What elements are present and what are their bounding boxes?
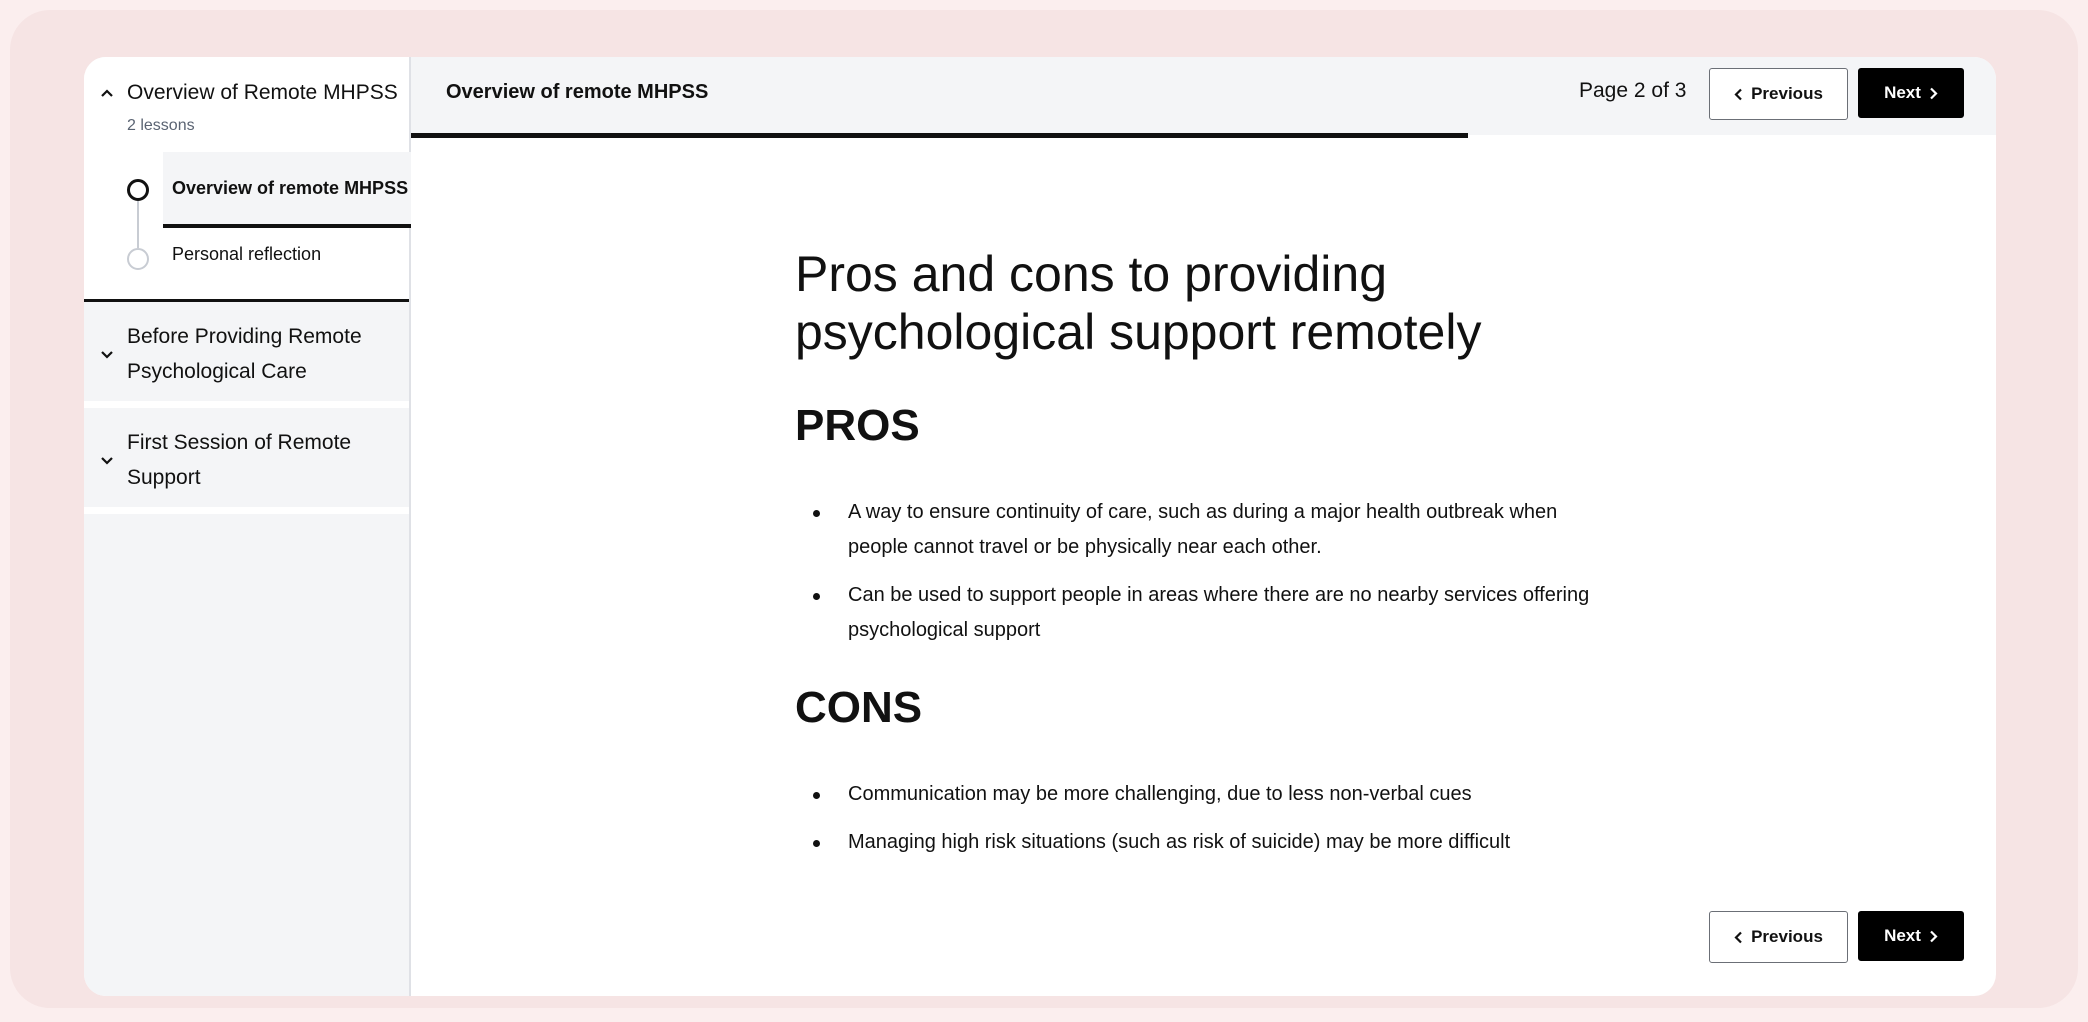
list-item: Can be used to support people in areas where there are no nearby services offering psychological support: [795, 578, 1615, 648]
list-item: A way to ensure continuity of care, such as during a major health outbreak when people cannot travel or be physically near each other.: [795, 495, 1615, 565]
lesson-label: Overview of remote MHPSS: [172, 177, 409, 198]
chevron-right-icon: [1929, 930, 1938, 943]
page-indicator: Page 2 of 3: [1579, 79, 1687, 102]
lesson-empty-circle-icon: [127, 248, 149, 270]
module-first-session[interactable]: [84, 408, 409, 514]
module-title: First Session of Remote Support: [127, 431, 352, 489]
module-header-overview[interactable]: [84, 73, 409, 113]
chevron-left-icon: [1734, 931, 1743, 944]
module-overview: [84, 57, 409, 302]
lesson-current-circle-icon: [127, 179, 149, 201]
chevron-down-icon[interactable]: [100, 348, 114, 362]
course-sidebar: [84, 57, 411, 996]
previous-button-label: Previous: [1751, 84, 1823, 103]
lesson-item-personal-reflection[interactable]: [163, 234, 411, 274]
lesson-item-overview[interactable]: [163, 152, 411, 228]
module-lesson-count: 2 lessons: [127, 117, 195, 134]
lesson-main: [411, 57, 1996, 996]
lesson-connector-line: [137, 201, 139, 248]
previous-button-bottom[interactable]: [1709, 911, 1848, 963]
module-before-providing[interactable]: [84, 302, 409, 408]
pros-heading: PROS: [795, 401, 920, 450]
previous-button[interactable]: [1709, 68, 1848, 120]
chevron-left-icon: [1734, 88, 1743, 101]
cons-list: [795, 777, 1615, 860]
lesson-progress-bar: [411, 133, 1996, 138]
content-heading: Pros and cons to providing psychological support remotely: [795, 246, 1482, 360]
next-button[interactable]: [1858, 68, 1964, 118]
lesson-label: Personal reflection: [172, 243, 322, 264]
previous-button-label: Previous: [1751, 927, 1823, 946]
lesson-progress-fill: [411, 133, 1468, 138]
chevron-right-icon: [1929, 87, 1938, 100]
course-window: [84, 57, 1996, 996]
lesson-content: [795, 245, 1615, 873]
next-button-bottom[interactable]: [1858, 911, 1964, 961]
next-button-label: Next: [1884, 926, 1921, 945]
chevron-up-icon[interactable]: [100, 86, 114, 100]
pros-list: [795, 495, 1615, 648]
list-item: Communication may be more challenging, due to less non-verbal cues: [795, 777, 1615, 812]
list-item: Managing high risk situations (such as risk of suicide) may be more difficult: [795, 825, 1615, 860]
module-title: Overview of Remote MHPSS: [127, 81, 398, 104]
lesson-title: Overview of remote MHPSS: [446, 81, 709, 103]
module-title: Before Providing Remote Psychological Care: [127, 325, 362, 383]
cons-heading: CONS: [795, 683, 923, 732]
lesson-topbar: [411, 57, 1996, 135]
chevron-down-icon[interactable]: [100, 454, 114, 468]
next-button-label: Next: [1884, 83, 1921, 102]
